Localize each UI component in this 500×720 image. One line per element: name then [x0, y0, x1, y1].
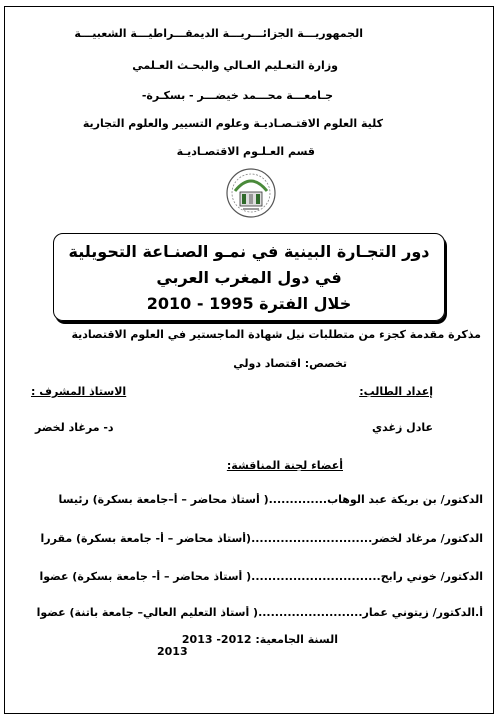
specialization: تخصص: اقتصاد دولي	[233, 357, 347, 370]
republic-line: الجمهوريـــة الجزائـــريـــة الديمقـــراطيـــة الشعبيـــة	[74, 27, 363, 40]
title-line-3: خلال الفترة 1995 - 2010	[146, 294, 352, 313]
university-line: جـامعـــة محـــمد خيضـــر - بسكـرة-	[141, 89, 333, 102]
document-page	[4, 6, 494, 714]
committee-member: أ.الدكتور/ زيتوني عمار.........................( أستاذ التعليم العالي– جامعة باتنة) عضوا	[36, 606, 483, 619]
academic-year-label: السنة الجامعية: 2012- 2013	[181, 633, 338, 646]
university-logo-icon	[225, 165, 277, 221]
faculty-line: كلية العلوم الاقتـصـاديـة وعلوم التسيير والعلوم التجارية	[82, 117, 383, 130]
title-line-2: في دول المغرب العربي	[156, 268, 342, 287]
academic-year-value: 2013	[157, 645, 188, 658]
committee-member: الدكتور/ مرغاد لخضر.............................(أستاذ محاضر – أ- جامعة بسكرة) مقررا	[40, 532, 483, 545]
student-label: إعداد الطالب:	[359, 385, 433, 398]
title-line-1: دور التجـارة البينية في نمـو الصنـاعة التحويلية	[68, 242, 430, 261]
ministry-line: وزارة التعـليم العـالي والبحـث العـلمي	[132, 59, 338, 72]
committee-member: الدكتور/ بن بريكة عبد الوهاب..............( أستاذ محاضر – أ–جامعة بسكرة) رئيسا	[58, 493, 483, 506]
supervisor-name: د- مرغاد لخضر	[35, 421, 114, 434]
student-name: عادل زغدي	[372, 421, 433, 434]
thesis-subtitle: مذكرة مقدمة كجزء من متطلبات نيل شهادة الماجستير في العلوم الاقتصادية	[71, 328, 481, 341]
committee-heading: أعضاء لجنة المناقشة:	[226, 459, 343, 472]
department-line: قسم العـلـوم الاقتصـاديـة	[176, 145, 315, 158]
thesis-title-box	[53, 233, 445, 321]
committee-member: الدكتور/ خوني رابح...............................( أستاذ محاضر – أ- جامعة بسكرة) عضوا	[39, 570, 483, 583]
supervisor-label: الاستاذ المشرف :	[31, 385, 127, 398]
